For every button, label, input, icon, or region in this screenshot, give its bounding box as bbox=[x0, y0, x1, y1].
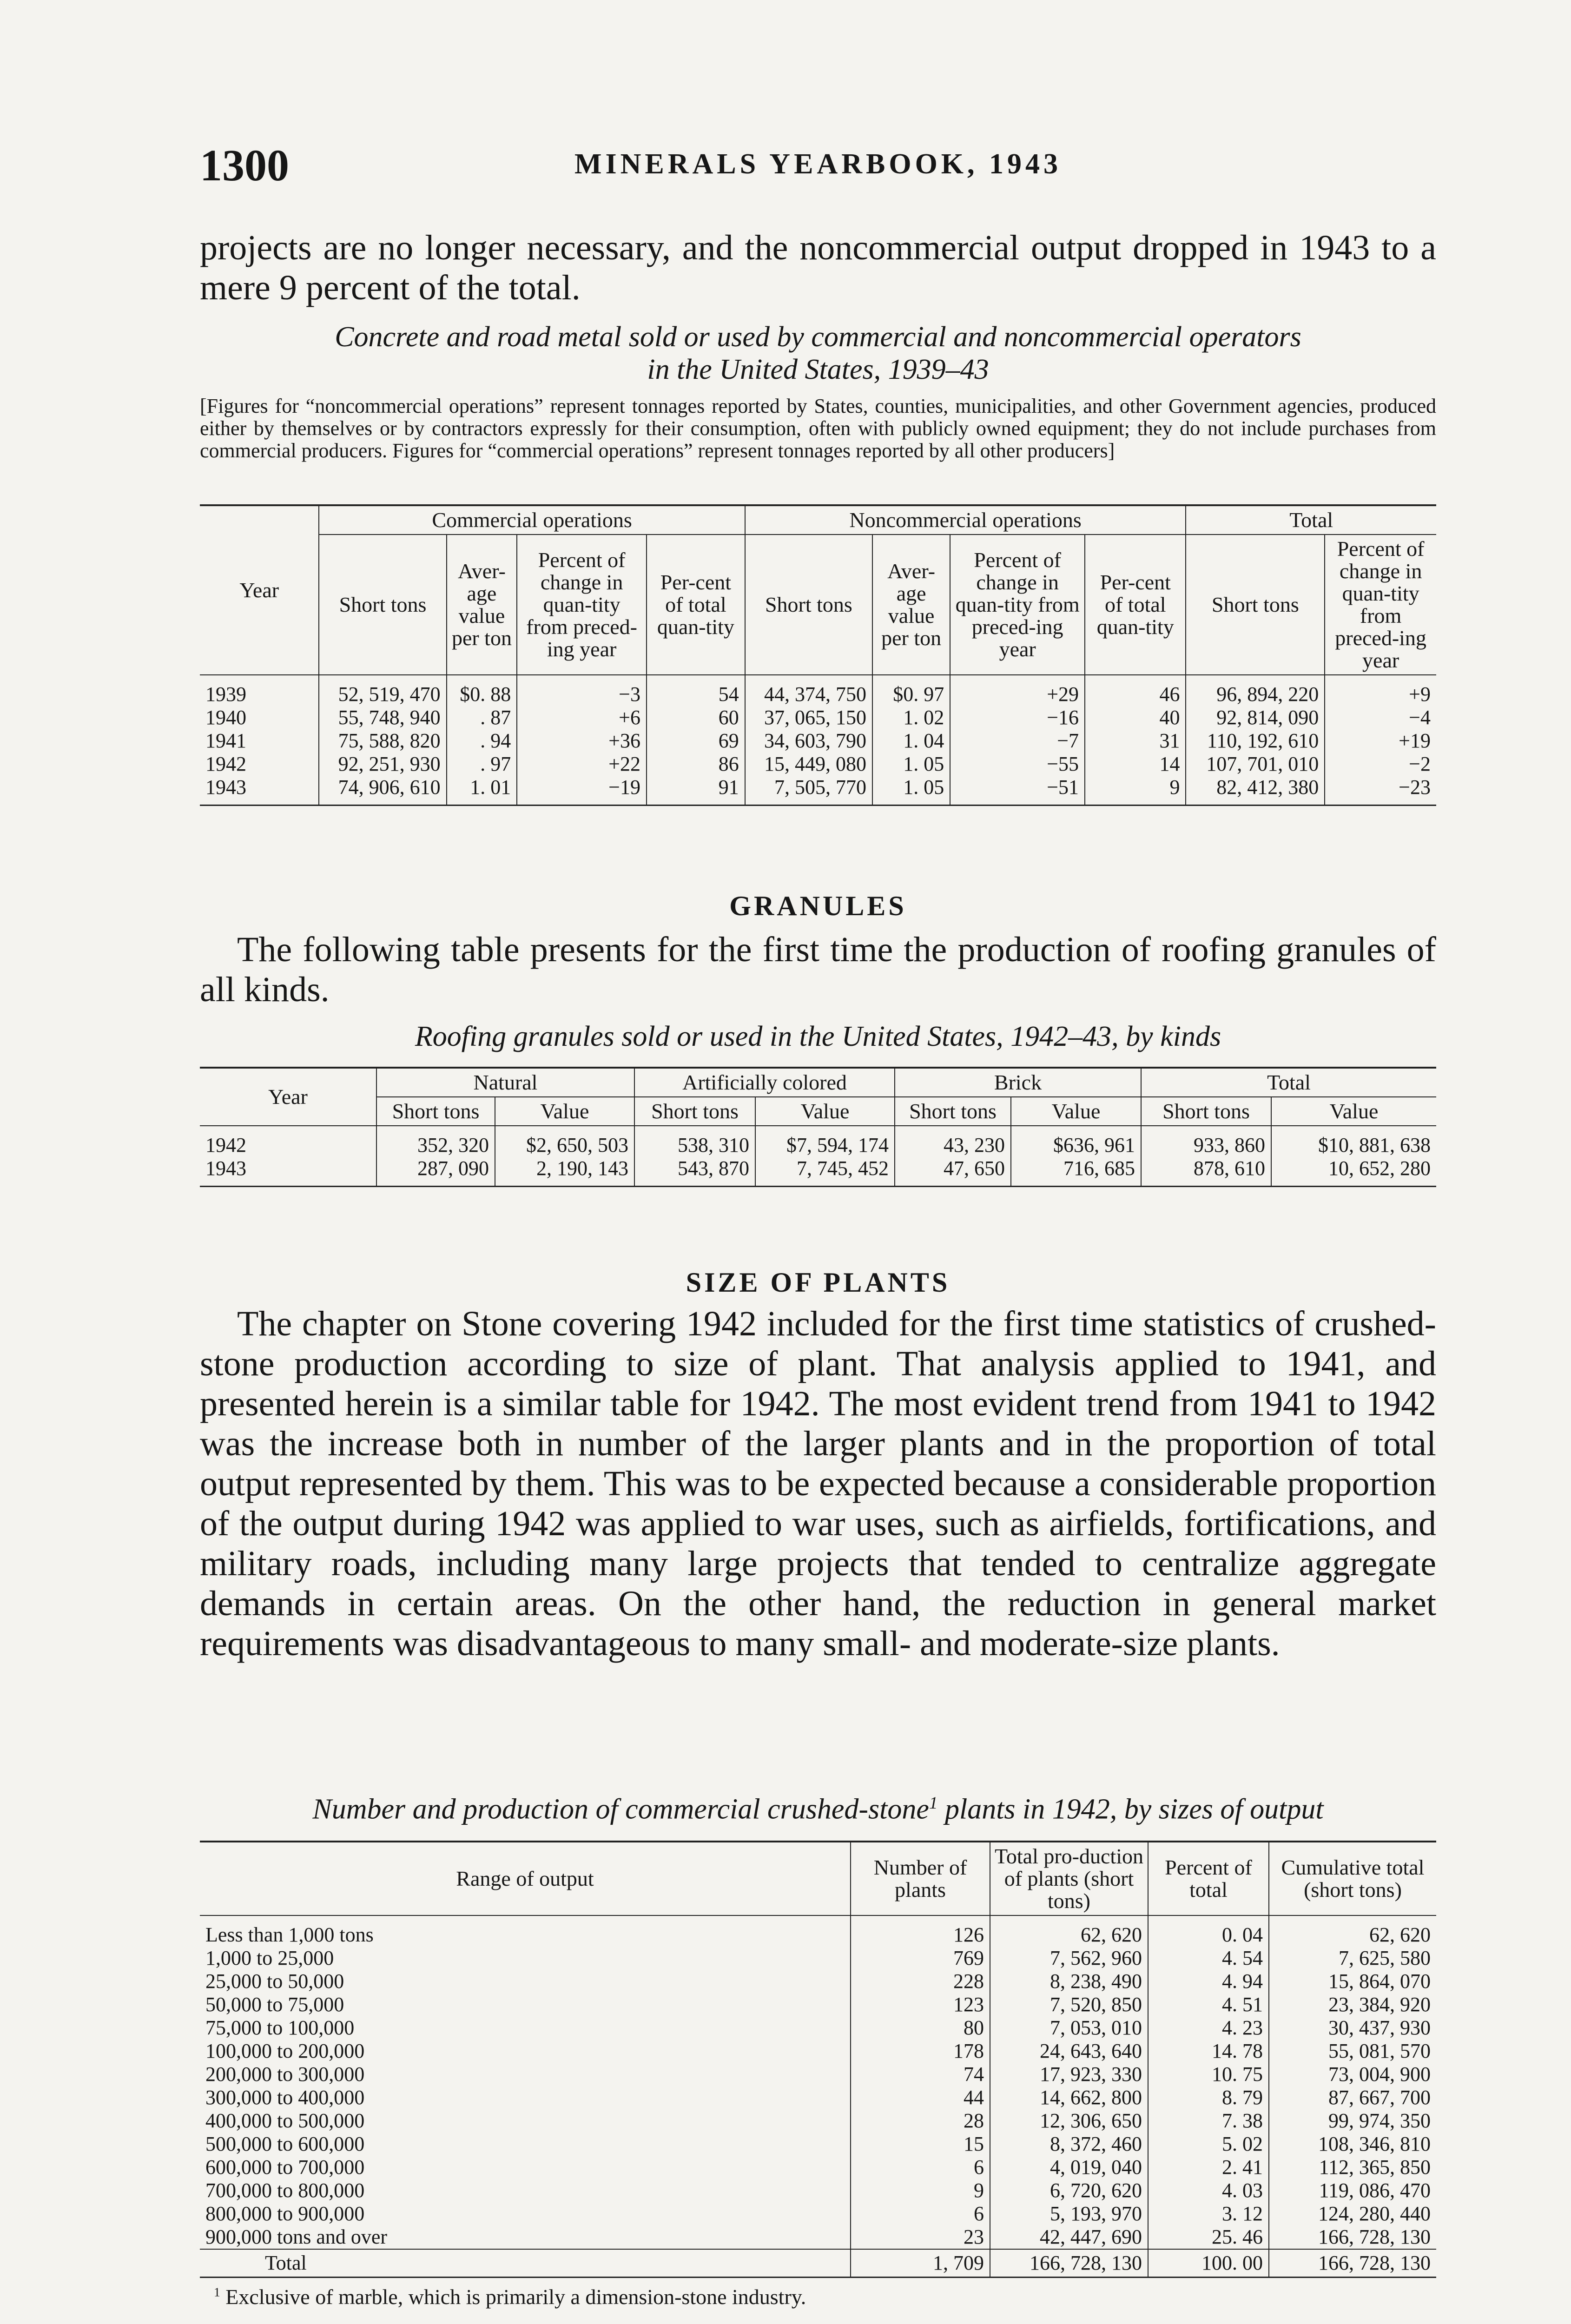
cell: 7, 053, 010 bbox=[990, 2016, 1148, 2040]
running-title: MINERALS YEARBOOK, 1943 bbox=[574, 148, 1062, 180]
cell: 9 bbox=[1085, 776, 1186, 805]
table3-footnote bbox=[214, 2284, 1436, 2309]
range-cell: 1,000 to 25,000 bbox=[205, 1947, 334, 1969]
cell: 28 bbox=[851, 2109, 990, 2133]
table2-group-artificially-colored: Artificially colored bbox=[634, 1068, 895, 1097]
cell: 96, 894, 220 bbox=[1186, 675, 1325, 706]
cell: . 87 bbox=[447, 706, 517, 729]
cell: 108, 346, 810 bbox=[1269, 2133, 1436, 2156]
table2-group-natural: Natural bbox=[376, 1068, 634, 1097]
range-cell: 75,000 to 100,000 bbox=[205, 2016, 355, 2039]
cell: 87, 667, 700 bbox=[1269, 2086, 1436, 2109]
table1-group-noncommercial: Noncommercial operations bbox=[745, 505, 1186, 535]
table1-commercial-pct-change-header: Percent of change in quan-tity from preced-ing year bbox=[517, 535, 647, 675]
cell: $7, 594, 174 bbox=[755, 1126, 895, 1157]
cell: 769 bbox=[851, 1947, 990, 1970]
cell: +22 bbox=[517, 753, 647, 776]
table2-brick-value-header: Value bbox=[1011, 1097, 1141, 1126]
cell: 92, 814, 090 bbox=[1186, 706, 1325, 729]
cell: 24, 643, 640 bbox=[990, 2040, 1148, 2063]
table-row bbox=[200, 2086, 1436, 2109]
cell: 44 bbox=[851, 2086, 990, 2109]
cell: 716, 685 bbox=[1011, 1157, 1141, 1187]
table-row bbox=[200, 2202, 1436, 2225]
range-cell: 200,000 to 300,000 bbox=[205, 2063, 365, 2086]
table1-noncommercial-short-tons-header: Short tons bbox=[745, 535, 872, 675]
year-cell: 1939 bbox=[205, 683, 246, 706]
table2-grid bbox=[200, 1067, 1436, 1187]
cell: 74, 906, 610 bbox=[319, 776, 446, 805]
cell: 40 bbox=[1085, 706, 1186, 729]
granules-paragraph: The following table presents for the first time the production of roofing granules of all kinds. bbox=[200, 930, 1436, 1009]
cell: 55, 081, 570 bbox=[1269, 2040, 1436, 2063]
table-row bbox=[200, 2179, 1436, 2202]
table-total-row bbox=[200, 2249, 1436, 2278]
cell: 6, 720, 620 bbox=[990, 2179, 1148, 2202]
size-of-plants-heading: SIZE OF PLANTS bbox=[686, 1267, 951, 1298]
cell: 8. 79 bbox=[1148, 2086, 1269, 2109]
table1-total-short-tons-header: Short tons bbox=[1186, 535, 1325, 675]
table-row bbox=[200, 2109, 1436, 2133]
cell: $0. 97 bbox=[872, 675, 950, 706]
cell: 2, 190, 143 bbox=[495, 1157, 634, 1187]
cell: −55 bbox=[950, 753, 1085, 776]
cell: 23 bbox=[851, 2225, 990, 2249]
page-number: 1300 bbox=[200, 140, 289, 190]
cell: 538, 310 bbox=[634, 1126, 755, 1157]
cell: 8, 372, 460 bbox=[990, 2133, 1148, 2156]
table1-caption: Concrete and road metal sold or used by commercial and noncommercial operators bbox=[335, 321, 1301, 353]
cell: 55, 748, 940 bbox=[319, 706, 446, 729]
cell: 37, 065, 150 bbox=[745, 706, 872, 729]
cell: 543, 870 bbox=[634, 1157, 755, 1187]
cell: $636, 961 bbox=[1011, 1126, 1141, 1157]
range-cell: 25,000 to 50,000 bbox=[205, 1970, 344, 1993]
table1-commercial-avg-value-header: Aver-age value per ton bbox=[447, 535, 517, 675]
cell: $10, 881, 638 bbox=[1271, 1126, 1436, 1157]
table3-production-header: Total pro-duction of plants (short tons) bbox=[990, 1842, 1148, 1915]
table2-total-value-header: Value bbox=[1271, 1097, 1436, 1126]
cell: 7, 625, 580 bbox=[1269, 1947, 1436, 1970]
cell: 1. 02 bbox=[872, 706, 950, 729]
cell: 228 bbox=[851, 1970, 990, 1993]
cell: 15, 449, 080 bbox=[745, 753, 872, 776]
year-cell: 1943 bbox=[200, 776, 319, 805]
cell: +29 bbox=[950, 675, 1085, 706]
cell: 4. 51 bbox=[1148, 1993, 1269, 2016]
footnote-mark: 1 bbox=[214, 2284, 220, 2299]
table3-footnote-ref: 1 bbox=[929, 1794, 938, 1813]
cell: 82, 412, 380 bbox=[1186, 776, 1325, 805]
granules-heading: GRANULES bbox=[729, 891, 907, 921]
cell: $0. 88 bbox=[447, 675, 517, 706]
table-row bbox=[200, 675, 1436, 706]
table-row bbox=[200, 776, 1436, 805]
cell: −51 bbox=[950, 776, 1085, 805]
cell: 4, 019, 040 bbox=[990, 2156, 1148, 2179]
cell: 4. 54 bbox=[1148, 1947, 1269, 1970]
cell: 60 bbox=[647, 706, 745, 729]
table3-body bbox=[200, 1915, 1436, 2278]
cell: +6 bbox=[517, 706, 647, 729]
range-cell: 100,000 to 200,000 bbox=[205, 2040, 365, 2062]
intro-paragraph: projects are no longer necessary, and the noncommercial output dropped in 1943 to a mere 9 percent of the total. bbox=[200, 228, 1436, 307]
table-row bbox=[200, 706, 1436, 729]
cell: 43, 230 bbox=[895, 1126, 1011, 1157]
cell: 7. 38 bbox=[1148, 2109, 1269, 2133]
cell: 1, 709 bbox=[851, 2249, 990, 2278]
cell: 5, 193, 970 bbox=[990, 2202, 1148, 2225]
cell: 99, 974, 350 bbox=[1269, 2109, 1436, 2133]
range-cell: 400,000 to 500,000 bbox=[205, 2109, 365, 2132]
cell: −2 bbox=[1325, 753, 1436, 776]
year-cell: 1940 bbox=[205, 706, 246, 729]
cell: −19 bbox=[517, 776, 647, 805]
cell: 1. 05 bbox=[872, 776, 950, 805]
table3-caption bbox=[200, 1787, 1436, 1826]
cell: 73, 004, 900 bbox=[1269, 2063, 1436, 2086]
table3-grid bbox=[200, 1841, 1436, 2278]
cell: 7, 505, 770 bbox=[745, 776, 872, 805]
cell: . 94 bbox=[447, 729, 517, 753]
table1-group-total: Total bbox=[1186, 505, 1436, 535]
table3-percent-header: Percent of total bbox=[1148, 1842, 1269, 1915]
table-row bbox=[200, 1993, 1436, 2016]
cell: 54 bbox=[647, 675, 745, 706]
table1-noncommercial-avg-value-header: Aver-age value per ton bbox=[872, 535, 950, 675]
cell: 1. 04 bbox=[872, 729, 950, 753]
cell: 6 bbox=[851, 2156, 990, 2179]
table2-group-brick: Brick bbox=[895, 1068, 1141, 1097]
cell: 14 bbox=[1085, 753, 1186, 776]
cell: 23, 384, 920 bbox=[1269, 1993, 1436, 2016]
cell: 14, 662, 800 bbox=[990, 2086, 1148, 2109]
cell: 4. 03 bbox=[1148, 2179, 1269, 2202]
table2-brick-tons-header: Short tons bbox=[895, 1097, 1011, 1126]
range-cell: 50,000 to 75,000 bbox=[205, 1993, 344, 2016]
cell: 10, 652, 280 bbox=[1271, 1157, 1436, 1187]
cell: $2, 650, 503 bbox=[495, 1126, 634, 1157]
table1-year-header: Year bbox=[200, 505, 319, 675]
table-row bbox=[200, 1947, 1436, 1970]
cell: −3 bbox=[517, 675, 647, 706]
cell: 7, 745, 452 bbox=[755, 1157, 895, 1187]
cell: 52, 519, 470 bbox=[319, 675, 446, 706]
range-cell: 800,000 to 900,000 bbox=[205, 2202, 365, 2225]
cell: 14. 78 bbox=[1148, 2040, 1269, 2063]
cell: 10. 75 bbox=[1148, 2063, 1269, 2086]
cell: +9 bbox=[1325, 675, 1436, 706]
range-cell: Less than 1,000 tons bbox=[205, 1923, 374, 1946]
table3-plants-header: Number of plants bbox=[851, 1842, 990, 1915]
table-row bbox=[200, 2040, 1436, 2063]
cell: 110, 192, 610 bbox=[1186, 729, 1325, 753]
table1-caption-block bbox=[200, 321, 1436, 462]
table1-group-commercial: Commercial operations bbox=[319, 505, 745, 535]
table2-natural-value-header: Value bbox=[495, 1097, 634, 1126]
range-cell: 600,000 to 700,000 bbox=[205, 2156, 365, 2179]
table3-cumulative-header: Cumulative total (short tons) bbox=[1269, 1842, 1436, 1915]
table3-range-header: Range of output bbox=[200, 1842, 851, 1915]
table-row bbox=[200, 2133, 1436, 2156]
table-row bbox=[200, 1970, 1436, 1993]
table-row bbox=[200, 2063, 1436, 2086]
range-cell: 700,000 to 800,000 bbox=[205, 2179, 365, 2202]
range-cell: 500,000 to 600,000 bbox=[205, 2133, 365, 2155]
table-row bbox=[200, 1126, 1436, 1157]
table2-group-total: Total bbox=[1141, 1068, 1436, 1097]
cell: 107, 701, 010 bbox=[1186, 753, 1325, 776]
cell: 166, 728, 130 bbox=[1269, 2225, 1436, 2249]
cell: 31 bbox=[1085, 729, 1186, 753]
table-row bbox=[200, 1157, 1436, 1187]
table2-natural-tons-header: Short tons bbox=[376, 1097, 495, 1126]
range-cell: 300,000 to 400,000 bbox=[205, 2086, 365, 2109]
cell: 2. 41 bbox=[1148, 2156, 1269, 2179]
cell: 6 bbox=[851, 2202, 990, 2225]
table1-total-pct-change-header: Percent of change in quan-tity from preced-ing year bbox=[1325, 535, 1436, 675]
table1-noncommercial-pct-total-header: Per-cent of total quan-tity bbox=[1085, 535, 1186, 675]
cell: −7 bbox=[950, 729, 1085, 753]
cell: 352, 320 bbox=[376, 1126, 495, 1157]
cell: 12, 306, 650 bbox=[990, 2109, 1148, 2133]
table1-note: [Figures for “noncommercial operations” represent tonnages reported by States, counties, municipalities, and other Government agencies, produced either by themselves or by contractors expressly for their consumption, often with publicly owned equipment; they do not include purchases from commercial producers. Figures for “commercial operations” represent tonnages reported by all other producers] bbox=[200, 395, 1436, 462]
cell: 44, 374, 750 bbox=[745, 675, 872, 706]
cell: −23 bbox=[1325, 776, 1436, 805]
cell: 123 bbox=[851, 1993, 990, 2016]
cell: 178 bbox=[851, 2040, 990, 2063]
cell: 15, 864, 070 bbox=[1269, 1970, 1436, 1993]
table2 bbox=[200, 1067, 1436, 1187]
cell: 5. 02 bbox=[1148, 2133, 1269, 2156]
cell: 4. 23 bbox=[1148, 2016, 1269, 2040]
table1-caption-line2: in the United States, 1939–43 bbox=[647, 354, 989, 385]
table-row bbox=[200, 2016, 1436, 2040]
cell: 119, 086, 470 bbox=[1269, 2179, 1436, 2202]
table-row bbox=[200, 2156, 1436, 2179]
cell: 1. 05 bbox=[872, 753, 950, 776]
table-row bbox=[200, 753, 1436, 776]
size-of-plants-paragraph: The chapter on Stone covering 1942 included for the first time statistics of crushed-stone production according to size of plant. That analysis applied to 1941, and presented herein is a similar table for 1942. The most evident trend from 1941 to 1942 was the increase both in number of the larger plants and in the proportion of total output represented by them. This was to be expected because a considerable proportion of the output during 1942 was applied to war uses, such as airfields, fortifications, and military roads, including many large projects that tended to centralize aggregate demands in certain areas. On the other hand, the reduction in general market requirements was disadvantageous to many small- and moderate-size plants. bbox=[200, 1304, 1436, 1663]
running-head bbox=[200, 139, 1436, 191]
cell: 42, 447, 690 bbox=[990, 2225, 1148, 2249]
cell: 30, 437, 930 bbox=[1269, 2016, 1436, 2040]
cell: 7, 562, 960 bbox=[990, 1947, 1148, 1970]
cell: 287, 090 bbox=[376, 1157, 495, 1187]
cell: 1. 01 bbox=[447, 776, 517, 805]
cell: 166, 728, 130 bbox=[1269, 2249, 1436, 2278]
cell: 8, 238, 490 bbox=[990, 1970, 1148, 1993]
year-cell: 1943 bbox=[200, 1157, 376, 1187]
range-cell: 900,000 tons and over bbox=[205, 2225, 388, 2248]
cell: . 97 bbox=[447, 753, 517, 776]
cell: 166, 728, 130 bbox=[990, 2249, 1148, 2278]
cell: −4 bbox=[1325, 706, 1436, 729]
cell: 112, 365, 850 bbox=[1269, 2156, 1436, 2179]
table-row bbox=[200, 729, 1436, 753]
table3-caption-tail: plants in 1942, by sizes of output bbox=[937, 1793, 1324, 1825]
cell: 86 bbox=[647, 753, 745, 776]
cell: 62, 620 bbox=[990, 1915, 1148, 1947]
cell: 878, 610 bbox=[1141, 1157, 1271, 1187]
table3 bbox=[200, 1841, 1436, 2309]
cell: 25. 46 bbox=[1148, 2225, 1269, 2249]
cell: 4. 94 bbox=[1148, 1970, 1269, 1993]
cell: 100. 00 bbox=[1148, 2249, 1269, 2278]
year-cell: 1942 bbox=[205, 753, 246, 775]
cell: 126 bbox=[851, 1915, 990, 1947]
cell: 62, 620 bbox=[1269, 1915, 1436, 1947]
table1 bbox=[200, 504, 1436, 806]
cell: 69 bbox=[647, 729, 745, 753]
cell: 933, 860 bbox=[1141, 1126, 1271, 1157]
cell: 80 bbox=[851, 2016, 990, 2040]
table-row bbox=[200, 1915, 1436, 1947]
year-cell: 1942 bbox=[205, 1134, 246, 1156]
footnote-text: Exclusive of marble, which is primarily a dimension-stone industry. bbox=[225, 2285, 806, 2309]
table2-year-header: Year bbox=[200, 1068, 376, 1126]
table2-artificial-tons-header: Short tons bbox=[634, 1097, 755, 1126]
table1-commercial-pct-total-header: Per-cent of total quan-tity bbox=[647, 535, 745, 675]
table-row bbox=[200, 2225, 1436, 2249]
table3-caption-main: Number and production of commercial crushed-stone bbox=[312, 1793, 929, 1825]
cell: +19 bbox=[1325, 729, 1436, 753]
cell: 9 bbox=[851, 2179, 990, 2202]
cell: 124, 280, 440 bbox=[1269, 2202, 1436, 2225]
table1-grid bbox=[200, 504, 1436, 806]
cell: 17, 923, 330 bbox=[990, 2063, 1148, 2086]
cell: −16 bbox=[950, 706, 1085, 729]
cell: 0. 04 bbox=[1148, 1915, 1269, 1947]
table2-artificial-value-header: Value bbox=[755, 1097, 895, 1126]
cell: 7, 520, 850 bbox=[990, 1993, 1148, 2016]
cell: 91 bbox=[647, 776, 745, 805]
cell: 46 bbox=[1085, 675, 1186, 706]
cell: 34, 603, 790 bbox=[745, 729, 872, 753]
cell: 75, 588, 820 bbox=[319, 729, 446, 753]
total-label: Total bbox=[200, 2249, 851, 2278]
cell: +36 bbox=[517, 729, 647, 753]
cell: 47, 650 bbox=[895, 1157, 1011, 1187]
table2-caption: Roofing granules sold or used in the United States, 1942–43, by kinds bbox=[415, 1021, 1221, 1052]
table1-noncommercial-pct-change-header: Percent of change in quan-tity from preced-ing year bbox=[950, 535, 1085, 675]
cell: 74 bbox=[851, 2063, 990, 2086]
table2-total-tons-header: Short tons bbox=[1141, 1097, 1271, 1126]
cell: 92, 251, 930 bbox=[319, 753, 446, 776]
year-cell: 1941 bbox=[205, 729, 246, 752]
cell: 15 bbox=[851, 2133, 990, 2156]
table1-commercial-short-tons-header: Short tons bbox=[319, 535, 446, 675]
cell: 3. 12 bbox=[1148, 2202, 1269, 2225]
